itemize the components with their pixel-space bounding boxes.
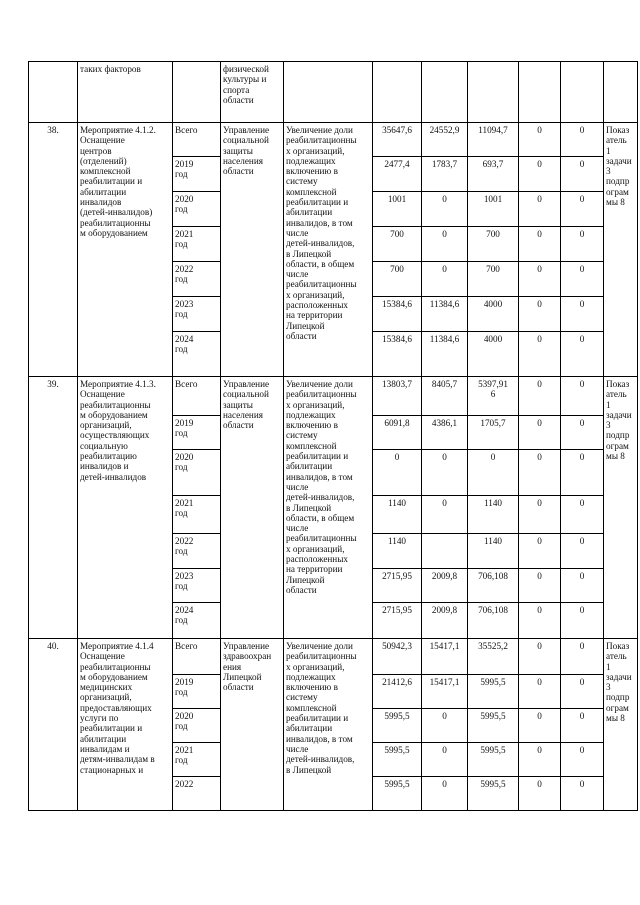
table-row [29, 639, 638, 675]
executor-cell: Управление социальной защиты населения области [221, 123, 284, 377]
value-cell: 5995,5 [373, 777, 422, 811]
year-cell: Всего [173, 639, 221, 675]
year-cell: Всего [173, 123, 221, 157]
value-cell: 0 [519, 123, 561, 157]
cell-goal [604, 62, 638, 123]
year-cell: 2022 год [173, 534, 221, 569]
value-cell: 0 [422, 262, 468, 297]
value-cell: 0 [561, 675, 604, 709]
value-cell: 0 [519, 743, 561, 777]
value-cell: 0 [422, 227, 468, 262]
value-cell: 4000 [468, 332, 519, 377]
value-cell: 5995,5 [373, 709, 422, 743]
value-cell: 11384,6 [422, 332, 468, 377]
goal-cell: Показ атель 1 задачи 3 подпр ограм мы 8 [604, 123, 638, 377]
value-cell: 4386,1 [422, 416, 468, 450]
budget-table-page [28, 61, 638, 811]
value-cell: 0 [561, 777, 604, 811]
value-cell: 0 [561, 743, 604, 777]
year-cell: 2022 [173, 777, 221, 811]
value-cell: 700 [373, 227, 422, 262]
value-cell: 6091,8 [373, 416, 422, 450]
cell-indicator [284, 62, 373, 123]
value-cell: 15384,6 [373, 297, 422, 332]
value-cell: 706,108 [468, 603, 519, 639]
value-cell: 4000 [468, 297, 519, 332]
cell-number [29, 62, 78, 123]
value-cell: 0 [561, 639, 604, 675]
year-cell: Всего [173, 377, 221, 416]
value-cell: 1705,7 [468, 416, 519, 450]
value-cell: 8405,7 [422, 377, 468, 416]
year-cell: 2023 год [173, 569, 221, 603]
value-cell: 50942,3 [373, 639, 422, 675]
value-cell: 0 [519, 569, 561, 603]
value-cell: 0 [519, 603, 561, 639]
value-cell: 1783,7 [422, 157, 468, 192]
value-cell: 21412,6 [373, 675, 422, 709]
value-cell [422, 534, 468, 569]
value-cell: 15417,1 [422, 639, 468, 675]
value-cell: 35647,6 [373, 123, 422, 157]
value-cell: 1001 [468, 192, 519, 227]
executor-cell: Управление социальной защиты населения области [221, 377, 284, 639]
value-cell: 0 [519, 157, 561, 192]
value-cell: 0 [422, 743, 468, 777]
value-cell: 0 [519, 709, 561, 743]
value-cell: 0 [561, 534, 604, 569]
value-cell: 35525,2 [468, 639, 519, 675]
value-cell: 5995,5 [468, 743, 519, 777]
value-cell: 0 [519, 192, 561, 227]
year-cell: 2021 год [173, 227, 221, 262]
value-cell: 0 [422, 450, 468, 496]
value-cell: 0 [561, 297, 604, 332]
year-cell: 2021 год [173, 496, 221, 534]
value-cell: 1140 [468, 496, 519, 534]
indicator-cell: Увеличение доли реабилитационны х организаций, подлежащих включению в систему комплексной реабилитации и абилитации инвалидов, в том числе детей-инвалидов, в Липецкой [284, 639, 373, 811]
value-cell: 0 [519, 675, 561, 709]
cell-value [468, 62, 519, 123]
value-cell: 0 [561, 569, 604, 603]
goal-cell: Показ атель 1 задачи 3 подпр ограм мы 8 [604, 639, 638, 811]
year-cell: 2019 год [173, 416, 221, 450]
cell-event: таких факторов [78, 62, 173, 123]
table-row [29, 62, 638, 123]
value-cell: 700 [373, 262, 422, 297]
value-cell: 0 [519, 534, 561, 569]
value-cell: 15384,6 [373, 332, 422, 377]
value-cell: 0 [561, 416, 604, 450]
value-cell: 0 [422, 192, 468, 227]
value-cell: 0 [519, 262, 561, 297]
value-cell: 11094,7 [468, 123, 519, 157]
value-cell: 0 [519, 332, 561, 377]
cell-value [561, 62, 604, 123]
value-cell: 0 [561, 332, 604, 377]
value-cell: 2477,4 [373, 157, 422, 192]
goal-cell: Показ атель 1 задачи 3 подпр ограм мы 8 [604, 377, 638, 639]
table-row [29, 123, 638, 157]
value-cell: 13803,7 [373, 377, 422, 416]
value-cell: 5995,5 [468, 675, 519, 709]
value-cell: 706,108 [468, 569, 519, 603]
value-cell: 0 [561, 227, 604, 262]
year-cell: 2024 год [173, 603, 221, 639]
year-cell: 2020 год [173, 709, 221, 743]
year-cell: 2022 год [173, 262, 221, 297]
year-cell: 2019 год [173, 157, 221, 192]
budget-table [28, 61, 638, 811]
executor-cell: Управление здравоохран ения Липецкой области [221, 639, 284, 811]
table-row [29, 377, 638, 416]
year-cell: 2020 год [173, 192, 221, 227]
value-cell: 0 [519, 416, 561, 450]
value-cell: 11384,6 [422, 297, 468, 332]
value-cell: 0 [422, 777, 468, 811]
value-cell: 0 [561, 262, 604, 297]
value-cell: 5397,91 6 [468, 377, 519, 416]
value-cell: 24552,9 [422, 123, 468, 157]
year-cell: 2019 год [173, 675, 221, 709]
value-cell: 2715,95 [373, 569, 422, 603]
cell-value [373, 62, 422, 123]
value-cell: 0 [519, 297, 561, 332]
value-cell: 2009,8 [422, 603, 468, 639]
value-cell: 0 [561, 603, 604, 639]
cell-value [422, 62, 468, 123]
event-description: Мероприятие 4.1.4 Оснащение реабилитационны м оборудованием медицинских организаций, предоставляющих услуги по реабилитации и абилитации инвалидам и детям-инвалидам в стационарных и [78, 639, 173, 811]
value-cell: 5995,5 [468, 777, 519, 811]
event-description: Мероприятие 4.1.2. Оснащение центров (отделений) комплексной реабилитации и абилитации инвалидов (детей-инвалидов) реабилитационны м оборудованием [78, 123, 173, 377]
value-cell: 0 [561, 496, 604, 534]
value-cell: 0 [519, 777, 561, 811]
value-cell: 0 [561, 709, 604, 743]
indicator-cell: Увеличение доли реабилитационны х организаций, подлежащих включению в систему комплексной реабилитации и абилитации инвалидов, в том числе детей-инвалидов, в Липецкой области, в общем числе реабилитационны х организаций, расположенных на территории Липецкой области [284, 377, 373, 639]
value-cell: 693,7 [468, 157, 519, 192]
year-cell: 2023 год [173, 297, 221, 332]
value-cell: 5995,5 [373, 743, 422, 777]
value-cell: 0 [561, 192, 604, 227]
year-cell: 2020 год [173, 450, 221, 496]
value-cell: 2009,8 [422, 569, 468, 603]
value-cell: 0 [519, 377, 561, 416]
value-cell: 0 [373, 450, 422, 496]
value-cell: 0 [519, 450, 561, 496]
value-cell: 700 [468, 227, 519, 262]
value-cell: 1001 [373, 192, 422, 227]
value-cell: 0 [561, 123, 604, 157]
value-cell: 1140 [373, 534, 422, 569]
value-cell: 0 [561, 377, 604, 416]
cell-executor: физической культуры и спорта области [221, 62, 284, 123]
value-cell: 1140 [373, 496, 422, 534]
value-cell: 5995,5 [468, 709, 519, 743]
value-cell: 0 [519, 639, 561, 675]
value-cell: 2715,95 [373, 603, 422, 639]
value-cell: 0 [422, 709, 468, 743]
value-cell: 700 [468, 262, 519, 297]
event-description: Мероприятие 4.1.3. Оснащение реабилитационны м оборудованием организаций, осуществляющих социальную реабилитацию инвалидов и детей-инвалидов [78, 377, 173, 639]
indicator-cell: Увеличение доли реабилитационны х организаций, подлежащих включению в систему комплексной реабилитации и абилитации инвалидов, в том числе детей-инвалидов, в Липецкой области, в общем числе реабилитационны х организаций, расположенных на территории Липецкой области [284, 123, 373, 377]
cell-year [173, 62, 221, 123]
year-cell: 2024 год [173, 332, 221, 377]
value-cell: 0 [468, 450, 519, 496]
value-cell: 15417,1 [422, 675, 468, 709]
cell-value [519, 62, 561, 123]
value-cell: 0 [561, 450, 604, 496]
value-cell: 0 [519, 496, 561, 534]
year-cell: 2021 год [173, 743, 221, 777]
value-cell: 0 [519, 227, 561, 262]
value-cell: 1140 [468, 534, 519, 569]
value-cell: 0 [561, 157, 604, 192]
row-number: 39. [29, 377, 78, 639]
value-cell: 0 [422, 496, 468, 534]
row-number: 40. [29, 639, 78, 811]
row-number: 38. [29, 123, 78, 377]
